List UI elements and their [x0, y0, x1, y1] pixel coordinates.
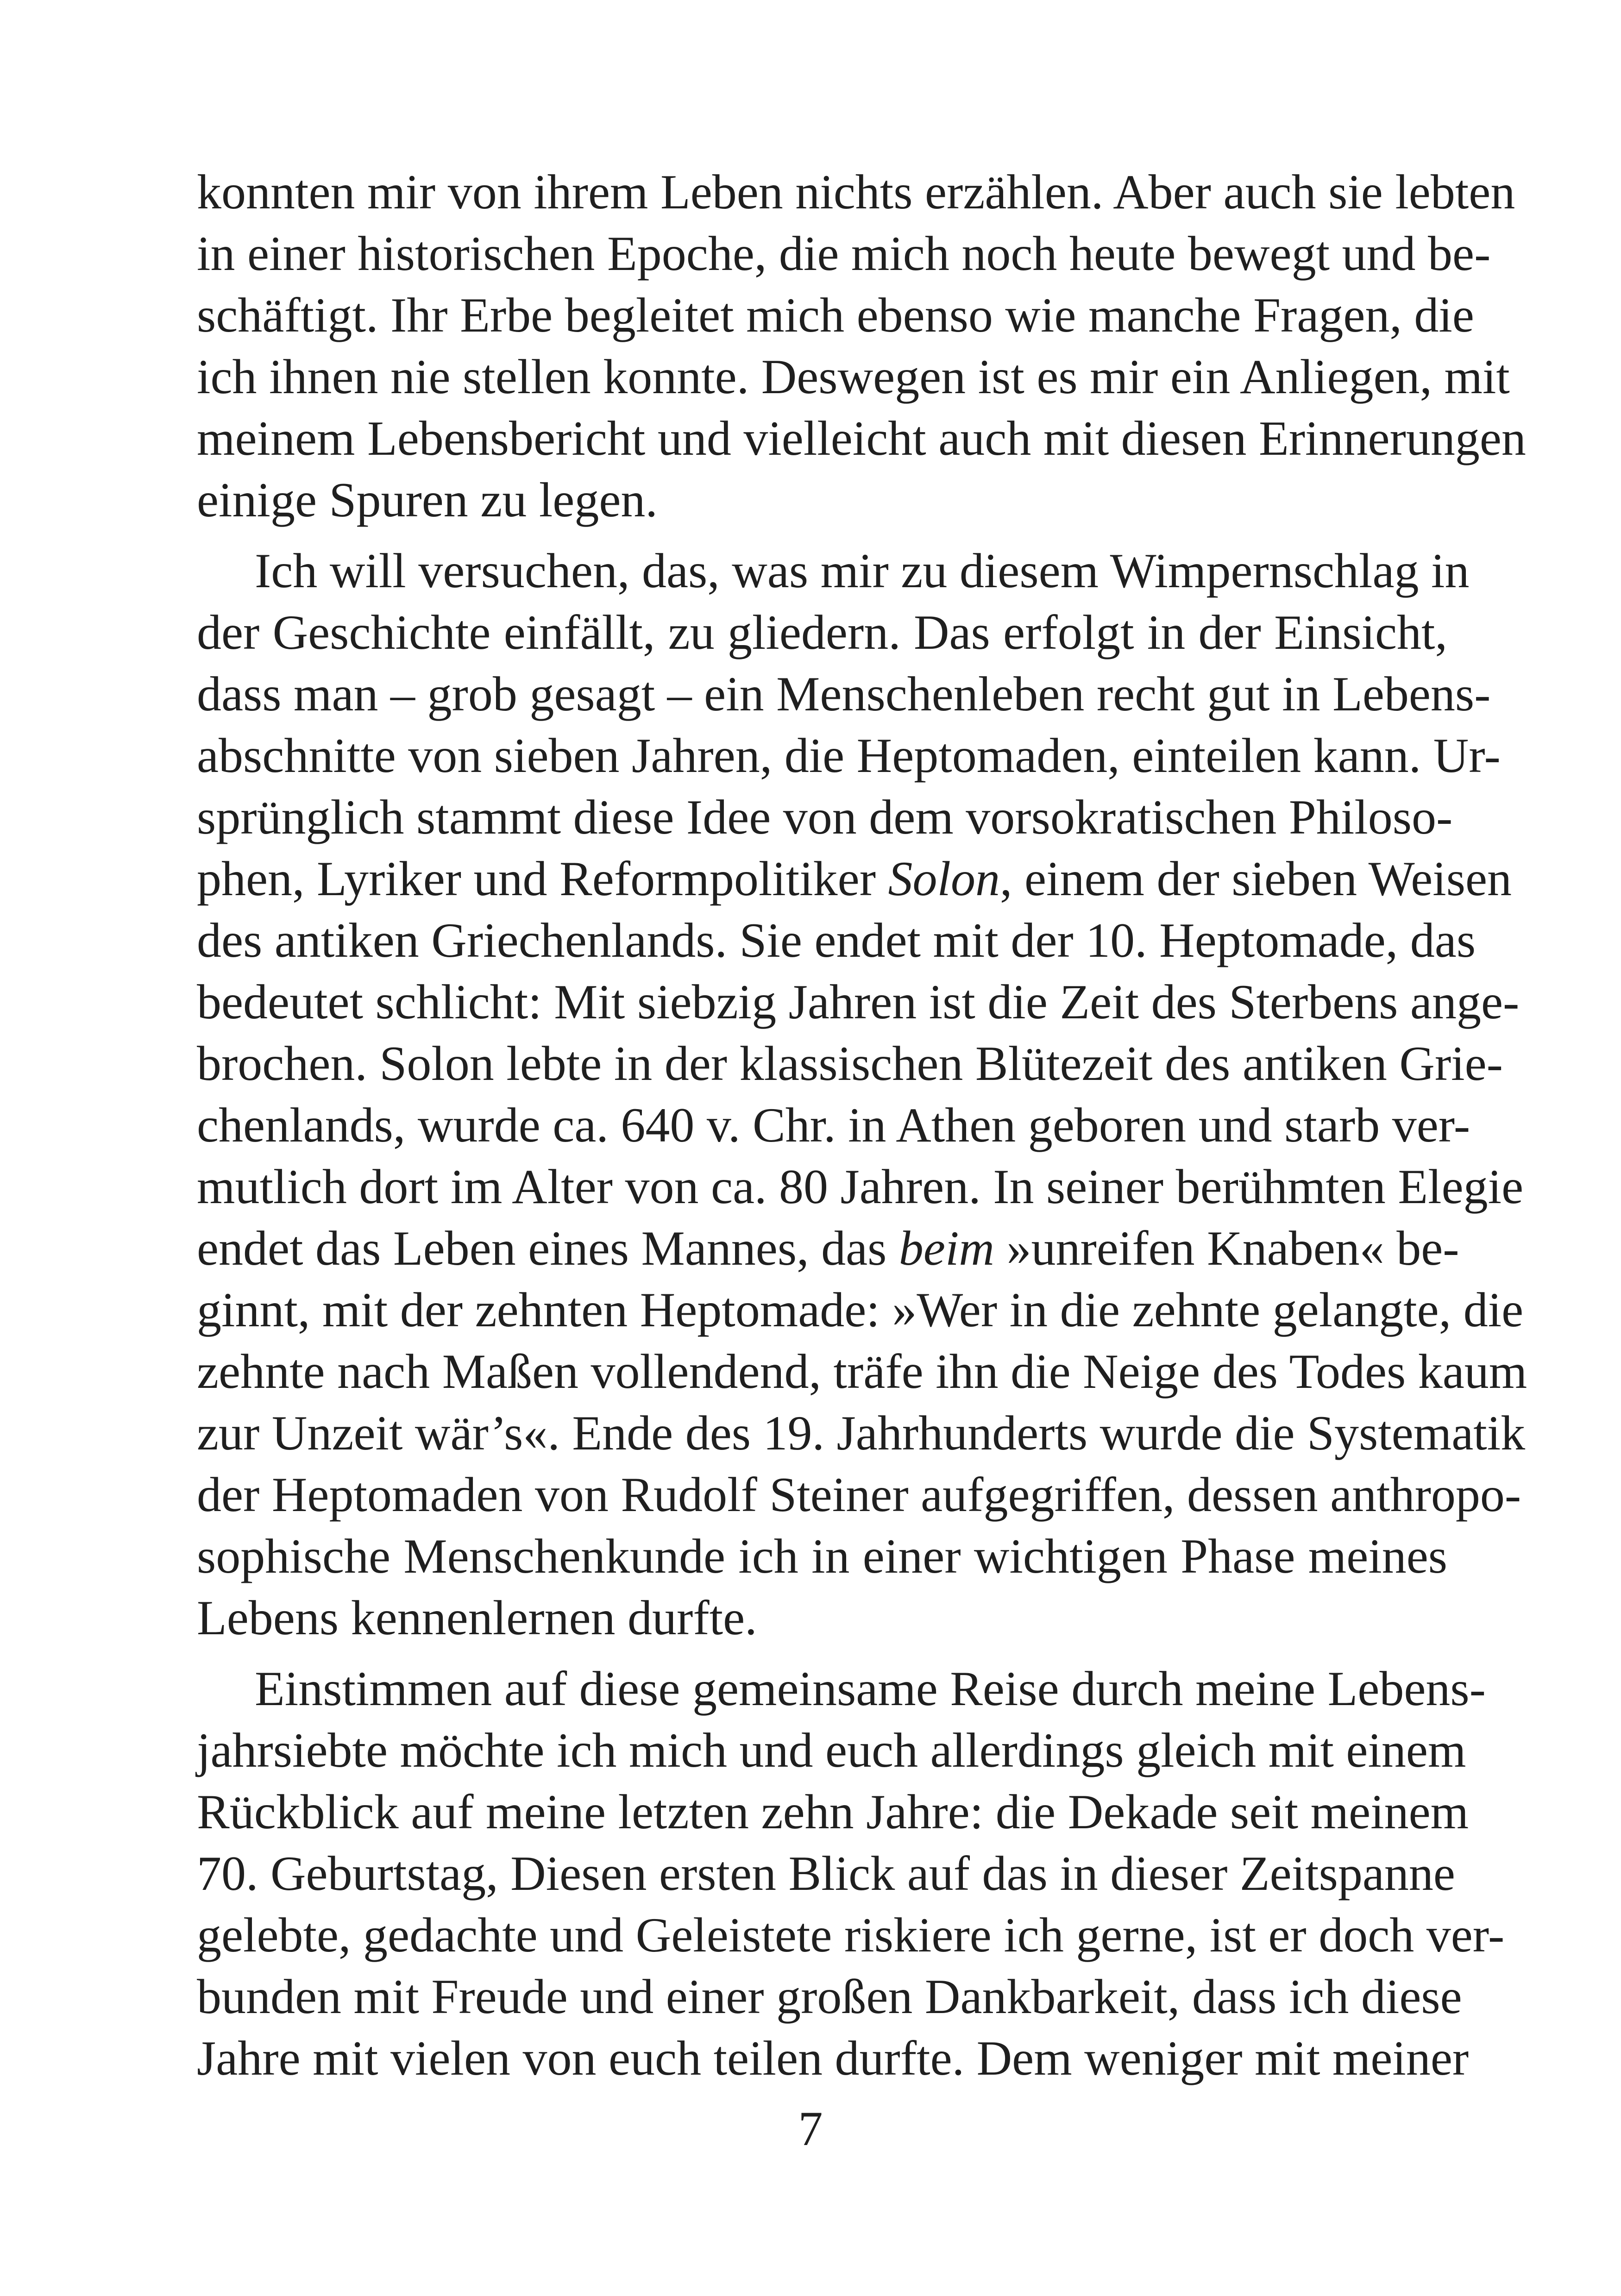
text-line: meinem Lebensbericht und vielleicht auch mit diesen Erinnerungen: [197, 411, 1526, 465]
text-line: gelebte, gedachte und Geleistete riskiere ich gerne, ist er doch ver-: [197, 1908, 1505, 1962]
text-line: Einstimmen auf diese gemeinsame Reise durch meine Lebens-: [255, 1662, 1486, 1716]
body-text: [197, 161, 1527, 2089]
text-line: der Heptomaden von Rudolf Steiner aufgegriffen, dessen anthropo-: [197, 1468, 1521, 1522]
text-line: abschnitte von sieben Jahren, die Heptomaden, einteilen kann. Ur-: [197, 728, 1501, 783]
paragraph-1: [197, 161, 1526, 531]
text-line: Jahre mit vielen von euch teilen durfte. Dem weniger mit meiner: [197, 2031, 1469, 2085]
text-line: zur Unzeit wär’s«. Ende des 19. Jahrhunderts wurde die Systematik: [197, 1406, 1526, 1460]
text-line: schäftigt. Ihr Erbe begleitet mich ebenso wie manche Fragen, die: [197, 288, 1474, 342]
text-line: dass man – grob gesagt – ein Menschenleben recht gut in Lebens-: [197, 667, 1491, 721]
paragraph-2: [197, 540, 1527, 1649]
text-line: mutlich dort im Alter von ca. 80 Jahren. In seiner berühmten Elegie: [197, 1160, 1524, 1214]
text-line: sprünglich stammt diese Idee von dem vorsokratischen Philoso-: [197, 790, 1453, 844]
text-line: zehnte nach Maßen vollendend, träfe ihn die Neige des Todes kaum: [197, 1344, 1527, 1399]
text-line: ich ihnen nie stellen konnte. Deswegen ist es mir ein Anliegen, mit: [197, 350, 1510, 404]
page-number: 7: [798, 2102, 823, 2156]
text-line: einige Spuren zu legen.: [197, 473, 658, 527]
text-line: des antiken Griechenlands. Sie endet mit der 10. Heptomade, das: [197, 913, 1476, 967]
text-line: chenlands, wurde ca. 640 v. Chr. in Athen geboren und starb ver-: [197, 1098, 1470, 1152]
text-line: Rückblick auf meine letzten zehn Jahre: die Dekade seit meinem: [197, 1785, 1469, 1839]
text-line: konnten mir von ihrem Leben nichts erzählen. Aber auch sie lebten: [197, 165, 1515, 219]
text-line: endet das Leben eines Mannes, das beim »unreifen Knaben« be-: [197, 1221, 1459, 1275]
text-line: bunden mit Freude und einer großen Dankbarkeit, dass ich diese: [197, 1970, 1462, 2024]
text-line: brochen. Solon lebte in der klassischen Blütezeit des antiken Grie-: [197, 1036, 1503, 1091]
text-line: Ich will versuchen, das, was mir zu diesem Wimpernschlag in: [255, 544, 1470, 598]
paragraph-gap: [197, 531, 1447, 540]
text-line: sophische Menschenkunde ich in einer wichtigen Phase meines: [197, 1529, 1447, 1583]
text-line: der Geschichte einfällt, zu gliedern. Das erfolgt in der Einsicht,: [197, 605, 1447, 659]
text-line: phen, Lyriker und Reformpolitiker Solon, einem der sieben Weisen: [197, 852, 1512, 906]
text-line: Lebens kennenlernen durfte.: [197, 1591, 757, 1645]
text-line: jahrsiebte möchte ich mich und euch allerdings gleich mit einem: [197, 1723, 1466, 1777]
text-line: ginnt, mit der zehnten Heptomade: »Wer in die zehnte gelangte, die: [197, 1283, 1524, 1337]
paragraph-gap: [197, 1649, 1447, 1658]
text-line: 70. Geburtstag, Diesen ersten Blick auf das in dieser Zeitspanne: [197, 1846, 1455, 1901]
text-line: bedeutet schlicht: Mit siebzig Jahren ist die Zeit des Sterbens ange-: [197, 975, 1520, 1029]
text-line: in einer historischen Epoche, die mich noch heute bewegt und be-: [197, 226, 1491, 281]
paragraph-3: [197, 1658, 1505, 2089]
